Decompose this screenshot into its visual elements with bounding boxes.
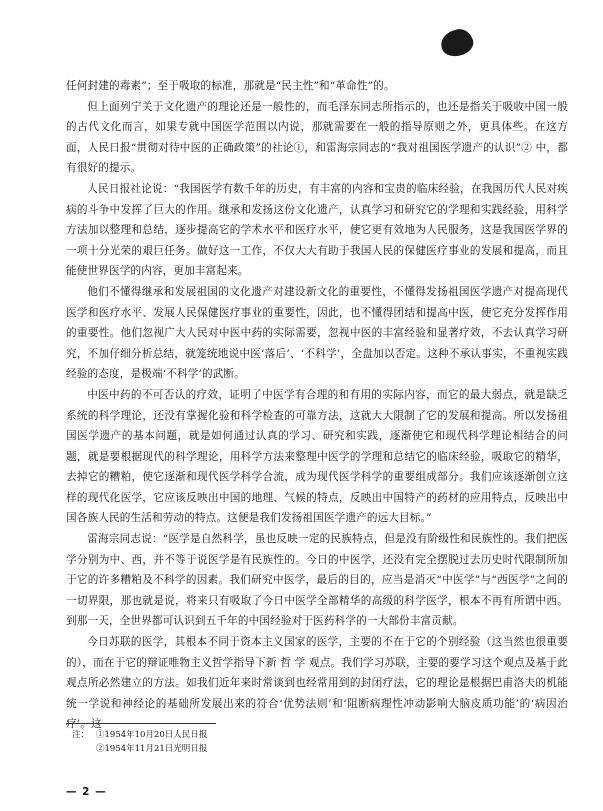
paragraph: 雷海宗同志说：“医学是自然科学，虽也反映一定的民族特点，但是没有阶级性和民族性的。我们把医学分别为中、西，并不等于说医学是有民族性的。今日的中医学，还没有完全摆脱过去历史时代限制所加于它的许多糟粕及不科学的因素。我们研究中医学，最后的目的，应当是消灭“中医学”与“西医学”之间的一切界限，那也就是说，将来只有吸取了今日中医学全部精华的高级的科学医学，根本不再有所谓中西。到那一天，全世界都可认识到五千年的中国经验对于医药科学的一大部份丰富贡献。 [66,533,568,628]
page-number: — 2 — [66,786,107,798]
body-text [66,76,568,735]
paragraph: 任何封建的毒素”；至于吸取的标准，那就是“民主性”和“革命性”的。 [66,80,395,92]
footnote-label: 注： [72,730,90,740]
paragraph: 今日苏联的医学，其根本不同于资本主义国家的医学，主要的不在于它的个别经验（这当然也很重要的），而在于它的辩证唯物主义哲学指导下新 哲 学 观点。我们学习苏联，主要的要学习这个观点及基于此观点所必然建立的方法。如我们近年来时常谈到也经常用到的封闭疗法，它的理论是根据巴甫洛夫的机能统一学说和神经论的基础所发展出来的符合‘优势法则’和‘阻断病理性冲动影响大脑皮质功能’的‘病因治疗’。这 [66,636,568,731]
footnote-line [72,728,207,742]
ink-blot [438,26,476,61]
footnotes [72,728,207,756]
paragraph: 但上面列宁关于文化遗产的理论还是一般性的，而毛泽东同志所指示的，也还是指关于吸收中国一般的古代文化而言，如果专就中国医学范围以内说，那就需要在一般的指导原则之外，更具体些。在这方面，人民日报“贯彻对待中医的正确政策”的社论①，和雷海宗同志的“我对祖国医学遗产的认识”② 中，都有很好的提示。 [66,100,568,175]
footnote-line [72,742,207,756]
paragraph: 他们不懂得继承和发展祖国的文化遗产对建设新文化的重要性，不懂得发扬祖国医学遗产对提高现代医学和医疗水平、发展人民保健医疗事业的重要性，因此，也不懂得团结和提高中医，使它充分发挥作用的重要性。他们忽视广大人民对中医中药的实际需要，忽视中医的丰富经验和显著疗效，不去认真学习研究，不加仔细分析总结，就笼统地说中医‘落后’、‘不科学’，全盘加以否定。这种不承认事实，不重视实践经验的态度，是极端‘不科学’的武断。 [66,285,568,381]
footnote-item: ②1954年11月21日光明日报 [96,744,208,754]
paragraph: 中医中药的不可否认的疗效，证明了中医学有合理的和有用的实际内容，而它的最大弱点，就是缺乏系统的科学理论，还没有掌握化验和科学检查的可靠方法，这就大大限制了它的发展和提高。所以发扬祖国医学遗产的基本问题，就是如何通过认真的学习、研究和实践，逐渐使它和现代科学理论相结合的问题，就是要根据现代的科学理论，用科学方法来整理中医学的学理和总结它的临床经验，吸取它的精华，去掉它的糟粕，使它逐渐和现代医学科学合流，成为现代医学科学的重要组成部分。我们应该逐渐创立这样的现代化医学，它应该反映出中国的地理、气候的特点，反映出中国特产的药材的应用特点，反映出中国各族人民的生活和劳动的特点。这便是我们发扬祖国医学遗产的远大目标。” [66,388,568,525]
footnote-divider [66,723,216,724]
footnote-item: ①1954年10月20日人民日报 [96,730,208,740]
paragraph: 人民日报社论说：“我国医学有数千年的历史，有丰富的内容和宝贵的临床经验，在我国历代人民对疾病的斗争中发挥了巨大的作用。继承和发扬这份文化遗产，认真学习和研究它的学理和实践经验，用科学方法加以整理和总结，逐步提高它的学术水平和医疗水平，使它更有效地为人民服务，这是我国医学界的一项十分光荣的艰巨任务。做好这一工作，不仅大大有助于我国人民的保健医疗事业的发展和提高，而且能使世界医学的内容，更加丰富起来。 [66,182,568,278]
